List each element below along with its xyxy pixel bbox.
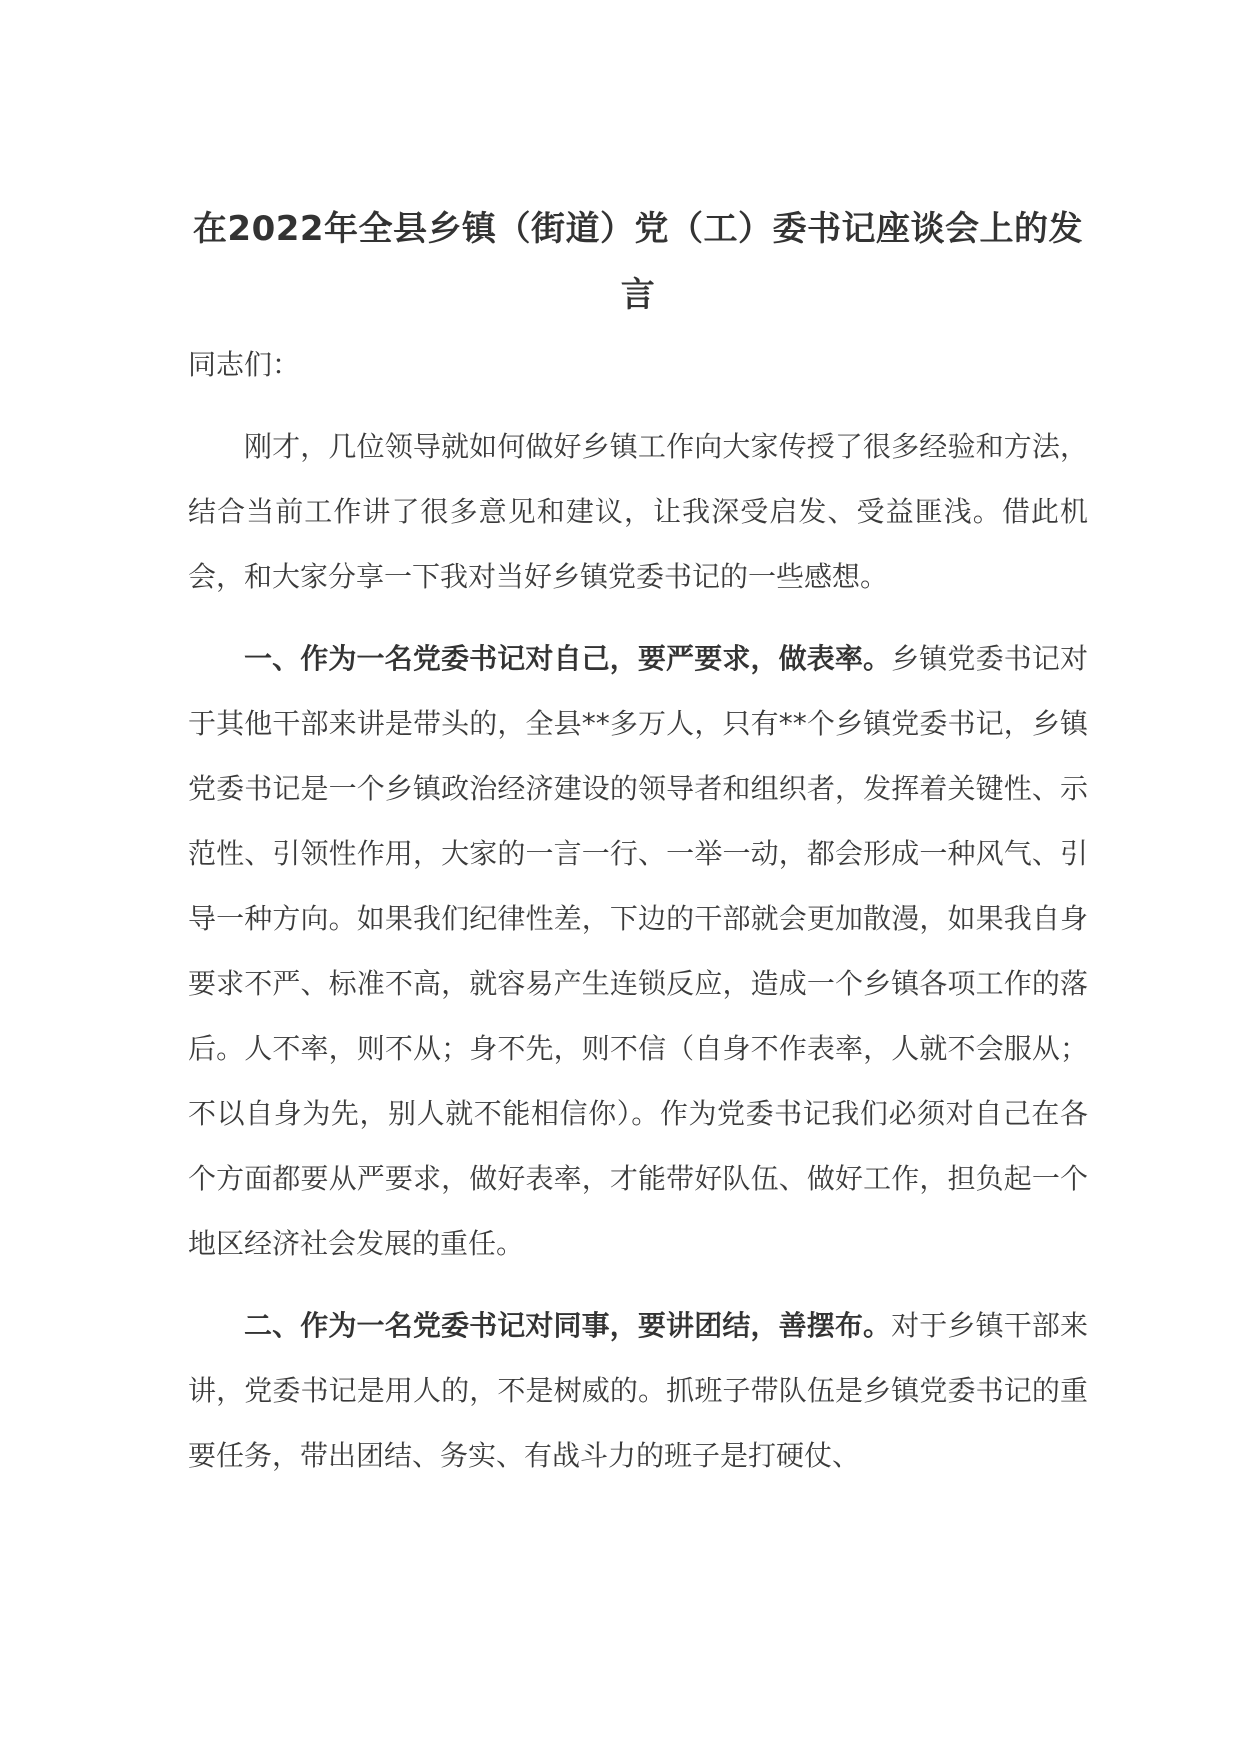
paragraph-text: 对于乡镇干部来讲，党委书记是用人的，不是树威的。抓班子带队伍是乡镇党委书记的重要任务，带出团结、务实、有战斗力的班子是打硬仗、 — [188, 1309, 1088, 1472]
section-heading: 二、作为一名党委书记对同事，要讲团结，善摆布。 — [244, 1309, 892, 1342]
document-title: 在2022年全县乡镇（街道）党（工）委书记座谈会上的发言 — [192, 209, 1084, 315]
document-body — [188, 196, 1088, 1488]
greeting: 同志们： — [188, 348, 301, 381]
paragraph-text: 刚才，几位领导就如何做好乡镇工作向大家传授了很多经验和方法，结合当前工作讲了很多意见和建议，让我深受启发、受益匪浅。借此机会，和大家分享一下我对当好乡镇党委书记的一些感想。 — [188, 430, 1088, 593]
section-heading: 一、作为一名党委书记对自己，要严要求，做表率。 — [244, 642, 892, 675]
paragraph-intro — [188, 414, 1088, 609]
paragraph-text: 乡镇党委书记对于其他干部来讲是带头的，全县**多万人，只有**个乡镇党委书记，乡镇党委书记是一个乡镇政治经济建设的领导者和组织者，发挥着关键性、示范性、引领性作用，大家的一言一行、一举一动，都会形成一种风气、引导一种方向。如果我们纪律性差，下边的干部就会更加散漫，如果我自身要求不严、标准不高，就容易产生连锁反应，造成一个乡镇各项工作的落后。人不率，则不从；身不先，则不信（自身不作表率，人就不会服从；不以自身为先，别人就不能相信你）。作为党委书记我们必须对自己在各个方面都要从严要求，做好表率，才能带好队伍、做好工作，担负起一个地区经济社会发展的重任。 — [188, 642, 1088, 1260]
paragraph-section-2 — [188, 1293, 1088, 1488]
paragraph-section-1 — [188, 626, 1088, 1276]
